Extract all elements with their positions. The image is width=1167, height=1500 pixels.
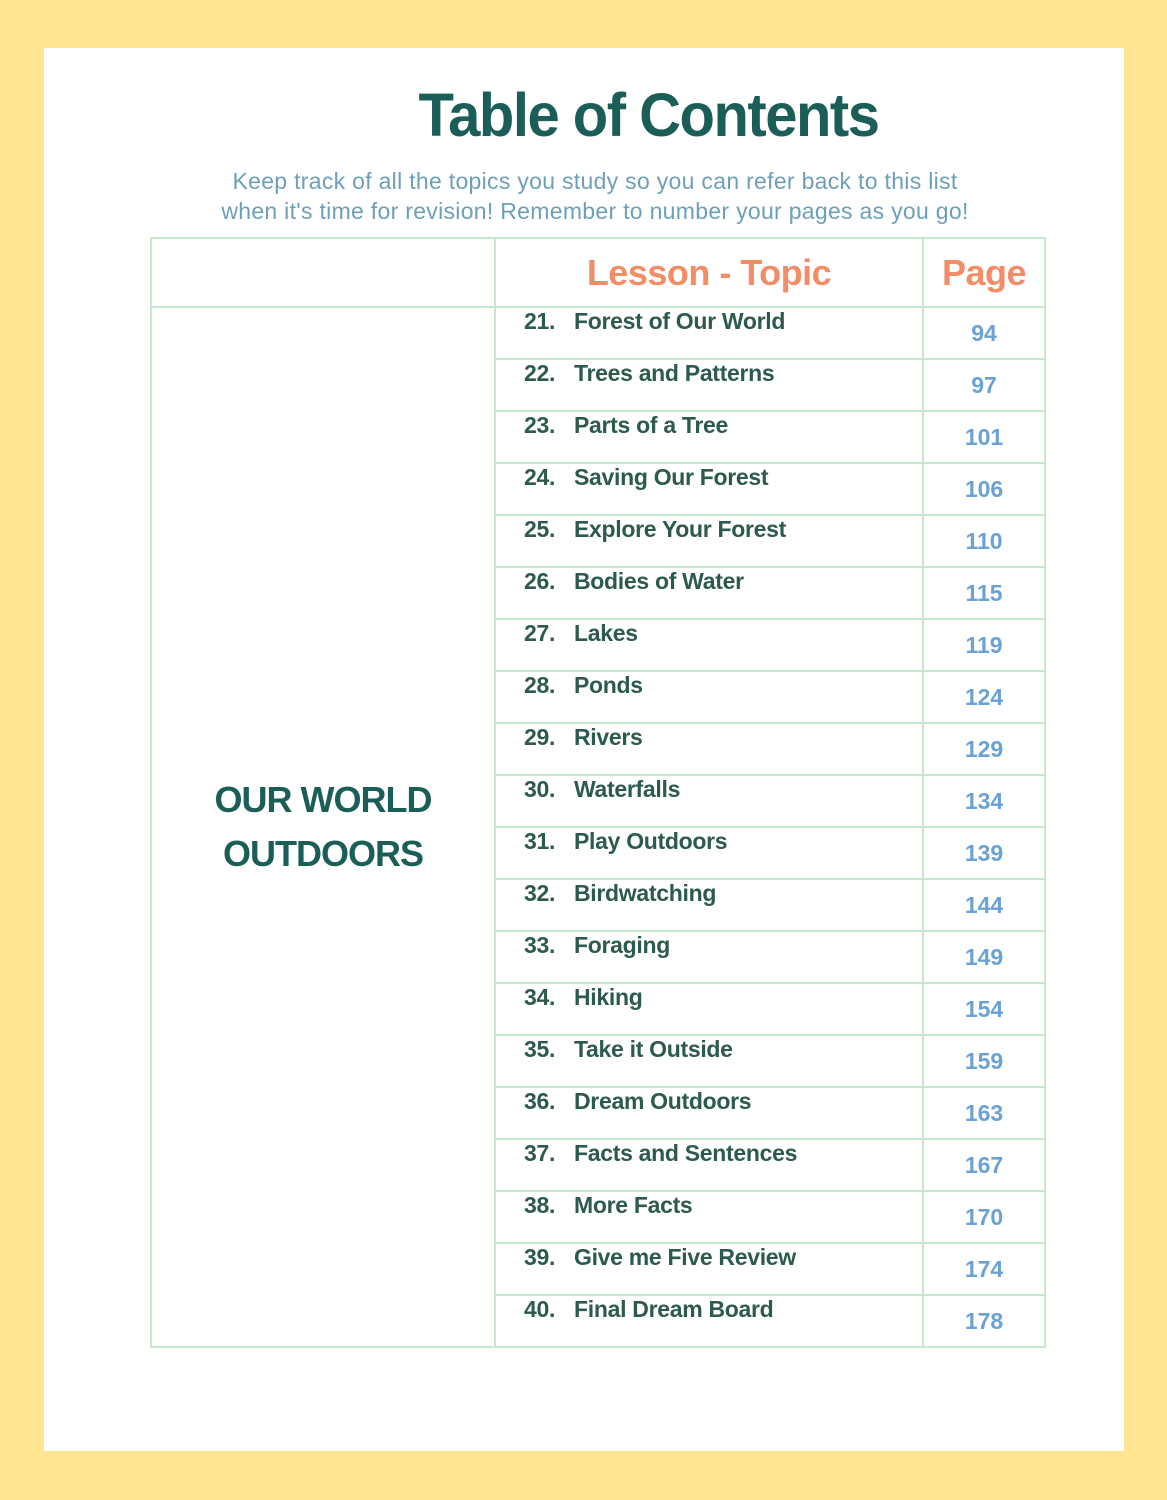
lesson-cell bbox=[495, 775, 923, 827]
lesson-cell bbox=[495, 827, 923, 879]
lesson-cell bbox=[495, 1087, 923, 1139]
lesson-topic: Rivers bbox=[574, 724, 643, 750]
lesson-cell bbox=[495, 411, 923, 463]
lesson-topic: Parts of a Tree bbox=[574, 412, 729, 438]
section-label bbox=[151, 307, 495, 1347]
lesson-topic: Lakes bbox=[574, 620, 638, 646]
lesson-topic: Foraging bbox=[574, 932, 670, 958]
lesson-cell bbox=[495, 1295, 923, 1347]
blank-header-cell bbox=[151, 238, 495, 307]
section-label-line-1: OUR WORLD bbox=[214, 779, 432, 820]
lesson-topic: Saving Our Forest bbox=[574, 464, 769, 490]
page-number: 115 bbox=[923, 567, 1045, 619]
lesson-cell bbox=[495, 931, 923, 983]
page-number: 110 bbox=[923, 515, 1045, 567]
table-header-row bbox=[151, 238, 1045, 307]
lesson-cell bbox=[495, 1243, 923, 1295]
lesson-number: 32. bbox=[524, 880, 556, 906]
page-number: 178 bbox=[923, 1295, 1045, 1347]
lesson-number: 37. bbox=[524, 1140, 556, 1166]
page-number: 124 bbox=[923, 671, 1045, 723]
lesson-topic: Play Outdoors bbox=[574, 828, 728, 854]
lesson-number: 27. bbox=[524, 620, 556, 646]
lesson-topic: Hiking bbox=[574, 984, 643, 1010]
page-number: 170 bbox=[923, 1191, 1045, 1243]
lesson-number: 39. bbox=[524, 1244, 556, 1270]
lesson-topic: Facts and Sentences bbox=[574, 1140, 798, 1166]
lesson-number: 36. bbox=[524, 1088, 556, 1114]
lesson-topic: Bodies of Water bbox=[574, 568, 744, 594]
page-title: Table of Contents bbox=[418, 81, 879, 150]
page-number: 129 bbox=[923, 723, 1045, 775]
lesson-topic: Birdwatching bbox=[574, 880, 717, 906]
contents-body bbox=[151, 307, 1045, 1347]
lesson-number: 24. bbox=[524, 464, 556, 490]
lesson-topic: Trees and Patterns bbox=[574, 360, 775, 386]
lesson-number: 31. bbox=[524, 828, 556, 854]
page-number: 154 bbox=[923, 983, 1045, 1035]
lesson-number: 35. bbox=[524, 1036, 556, 1062]
lesson-cell bbox=[495, 359, 923, 411]
lesson-topic: Waterfalls bbox=[574, 776, 681, 802]
page-header: Page bbox=[923, 238, 1045, 307]
lesson-number: 26. bbox=[524, 568, 556, 594]
lesson-topic: Give me Five Review bbox=[574, 1244, 796, 1270]
page-number: 167 bbox=[923, 1139, 1045, 1191]
page-number: 163 bbox=[923, 1087, 1045, 1139]
page-number: 101 bbox=[923, 411, 1045, 463]
lesson-topic: Explore Your Forest bbox=[574, 516, 787, 542]
subtitle-line-2: when it's time for revision! Remember to number your pages as you go! bbox=[221, 198, 969, 224]
subtitle-line-1: Keep track of all the topics you study so you can refer back to this list bbox=[232, 168, 958, 194]
lesson-number: 21. bbox=[524, 308, 556, 334]
lesson-cell bbox=[495, 619, 923, 671]
lesson-number: 25. bbox=[524, 516, 556, 542]
lesson-number: 23. bbox=[524, 412, 556, 438]
lesson-cell bbox=[495, 723, 923, 775]
page-number: 149 bbox=[923, 931, 1045, 983]
page-number: 106 bbox=[923, 463, 1045, 515]
lesson-number: 38. bbox=[524, 1192, 556, 1218]
lesson-cell bbox=[495, 463, 923, 515]
lesson-cell bbox=[495, 567, 923, 619]
lesson-topic: Final Dream Board bbox=[574, 1296, 774, 1322]
lesson-cell bbox=[495, 515, 923, 567]
page-number: 94 bbox=[923, 307, 1045, 359]
lesson-number: 30. bbox=[524, 776, 556, 802]
lesson-number: 22. bbox=[524, 360, 556, 386]
lesson-number: 40. bbox=[524, 1296, 556, 1322]
lesson-cell bbox=[495, 1035, 923, 1087]
page-subtitle bbox=[0, 166, 1167, 226]
page-number: 97 bbox=[923, 359, 1045, 411]
lesson-cell bbox=[495, 983, 923, 1035]
lesson-topic: Ponds bbox=[574, 672, 643, 698]
page-number: 134 bbox=[923, 775, 1045, 827]
lesson-number: 28. bbox=[524, 672, 556, 698]
lesson-cell bbox=[495, 671, 923, 723]
page-number: 174 bbox=[923, 1243, 1045, 1295]
section-label-line-2: OUTDOORS bbox=[222, 833, 423, 874]
lesson-topic: More Facts bbox=[574, 1192, 693, 1218]
lesson-number: 34. bbox=[524, 984, 556, 1010]
lesson-cell bbox=[495, 879, 923, 931]
page-number: 159 bbox=[923, 1035, 1045, 1087]
lesson-topic-header: Lesson - Topic bbox=[495, 238, 923, 307]
table-row bbox=[151, 307, 1045, 359]
lesson-number: 29. bbox=[524, 724, 556, 750]
lesson-cell bbox=[495, 1191, 923, 1243]
lesson-topic: Take it Outside bbox=[574, 1036, 733, 1062]
lesson-topic: Dream Outdoors bbox=[574, 1088, 752, 1114]
lesson-cell bbox=[495, 1139, 923, 1191]
contents-table bbox=[150, 237, 1046, 1348]
page-number: 119 bbox=[923, 619, 1045, 671]
lesson-number: 33. bbox=[524, 932, 556, 958]
lesson-cell bbox=[495, 307, 923, 359]
page-number: 144 bbox=[923, 879, 1045, 931]
lesson-topic: Forest of Our World bbox=[574, 308, 786, 334]
page-number: 139 bbox=[923, 827, 1045, 879]
